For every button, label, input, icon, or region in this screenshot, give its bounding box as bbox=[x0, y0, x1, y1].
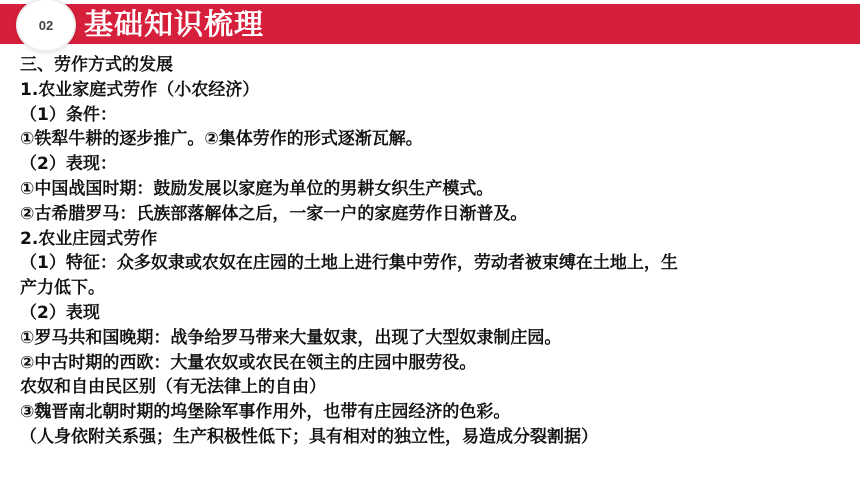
subheading-manor-farming: 2.农业庄园式劳作 bbox=[20, 228, 158, 249]
text-line: ①罗马共和国晚期：战争给罗马带来大量奴隶，出现了大型奴隶制庄园。 bbox=[20, 327, 562, 348]
manifestation-label: （2）表现： bbox=[20, 154, 117, 175]
text-line: ①中国战国时期：鼓励发展以家庭为单位的男耕女织生产模式。 bbox=[20, 178, 494, 199]
manifestation-label-2: （2）表现 bbox=[20, 302, 100, 323]
section-number: 02 bbox=[38, 17, 54, 33]
section-number-badge bbox=[18, 0, 74, 50]
conditions-label: （1）条件： bbox=[20, 104, 117, 125]
features-text: （1）特征：众多奴隶或农奴在庄园的土地上进行集中劳作，劳动者被束缚在土地上，生 bbox=[20, 253, 678, 274]
page-title: 基础知识梳理 bbox=[84, 7, 265, 41]
text-line: ②中古时期的西欧：大量农奴或农民在领主的庄园中服劳役。 bbox=[20, 352, 477, 373]
text-line: ②古希腊罗马：氏族部落解体之后，一家一户的家庭劳作日渐普及。 bbox=[20, 203, 528, 224]
text-line: 农奴和自由民区别（有无法律上的自由） bbox=[20, 377, 326, 398]
text-line: （人身依附关系强；生产积极性低下；具有相对的独立性，易造成分裂割据） bbox=[20, 426, 598, 447]
conditions-text: ①铁犁牛耕的逐步推广。②集体劳作的形式逐渐瓦解。 bbox=[20, 129, 423, 150]
text-line: ③魏晋南北朝时期的坞堡除军事作用外，也带有庄园经济的色彩。 bbox=[20, 402, 511, 423]
subheading-family-farming: 1.农业家庭式劳作（小农经济） bbox=[20, 79, 260, 100]
content-body bbox=[20, 53, 850, 450]
section-heading: 三、劳作方式的发展 bbox=[20, 55, 173, 75]
header-bar bbox=[0, 4, 860, 44]
features-text-cont: 产力低下。 bbox=[20, 278, 105, 299]
